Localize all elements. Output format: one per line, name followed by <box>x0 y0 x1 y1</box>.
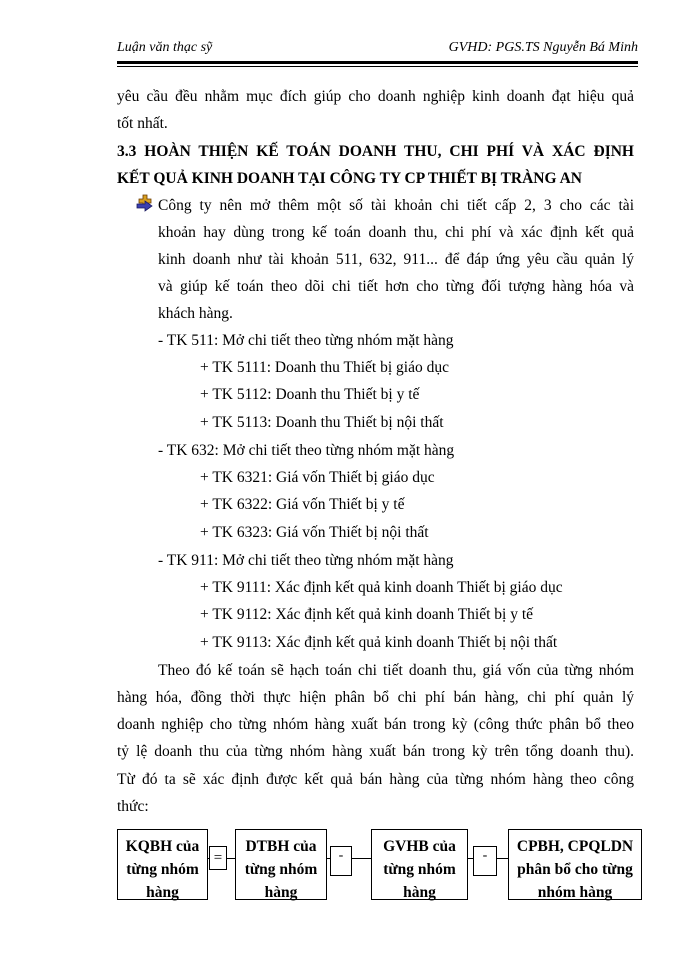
bullet-arrow-icon <box>135 193 155 213</box>
header-rule-thick <box>117 61 638 64</box>
account-item: + TK 9111: Xác định kết quả kinh doanh Thiết bị giáo dục <box>200 579 563 596</box>
intro-line: tốt nhất. <box>117 115 168 132</box>
bullet-text-line: và giúp kế toán theo dõi chi tiết hơn cho từng đối tượng hàng hóa và <box>158 278 634 295</box>
formula-box-gvhb <box>371 829 468 900</box>
account-item: + TK 9112: Xác định kết quả kinh doanh Thiết bị y tế <box>200 606 534 623</box>
formula-box-text: hàng <box>264 884 298 901</box>
formula-box-text: CPBH, CPQLDN <box>516 838 634 855</box>
formula-box-text: KQBH của <box>125 838 200 855</box>
account-item: + TK 5113: Doanh thu Thiết bị nội thất <box>200 414 444 431</box>
formula-box-text: từng nhóm <box>244 861 318 878</box>
account-item: + TK 5112: Doanh thu Thiết bị y tế <box>200 386 420 403</box>
bullet-text-line: khách hàng. <box>158 305 233 322</box>
account-item: + TK 6323: Giá vốn Thiết bị nội thất <box>200 524 429 541</box>
account-title: - TK 511: Mở chi tiết theo từng nhóm mặt hàng <box>158 332 454 349</box>
paragraph-line: tỷ lệ doanh thu của từng nhóm hàng xuất bán trong kỳ trên tổng doanh thu). <box>117 743 634 760</box>
paragraph-line: doanh nghiệp cho từng nhóm hàng xuất bán trong kỳ (công thức phân bổ theo <box>117 716 634 733</box>
account-item: + TK 6321: Giá vốn Thiết bị giáo dục <box>200 469 435 486</box>
minus-operator: - <box>473 846 497 876</box>
formula-box-text: hàng <box>403 884 436 901</box>
formula-box-text: DTBH của <box>245 838 317 855</box>
page-header <box>117 38 638 60</box>
account-title: - TK 632: Mở chi tiết theo từng nhóm mặt hàng <box>158 442 455 459</box>
formula-box-text: từng nhóm <box>126 861 199 878</box>
formula-box-dtbh <box>235 829 327 900</box>
section-title: KẾT QUẢ KINH DOANH TẠI CÔNG TY CP THIẾT BỊ TRÀNG AN <box>117 170 582 187</box>
account-item: + TK 6322: Giá vốn Thiết bị y tế <box>200 496 405 513</box>
formula-box-text: GVHB của <box>383 838 456 855</box>
formula-box-text: nhóm hàng <box>537 884 613 901</box>
paragraph-line: Theo đó kế toán sẽ hạch toán chi tiết doanh thu, giá vốn của từng nhóm <box>158 662 634 679</box>
bullet-text-line: Công ty nên mở thêm một số tài khoản chi tiết cấp 2, 3 cho các tài <box>158 197 634 214</box>
formula-box-kqbh <box>117 829 208 900</box>
formula-box-text: từng nhóm <box>383 861 456 878</box>
header-advisor-label: GVHD: PGS.TS Nguyễn Bá Minh <box>448 40 638 55</box>
account-item: + TK 5111: Doanh thu Thiết bị giáo dục <box>200 359 449 376</box>
paragraph-line: Từ đó ta sẽ xác định được kết quả bán hàng của từng nhóm hàng theo công <box>117 771 634 788</box>
paragraph-line: hàng hóa, đồng thời thực hiện phân bổ chi phí bán hàng, chi phí quản lý <box>117 689 634 706</box>
account-item: + TK 9113: Xác định kết quả kinh doanh Thiết bị nội thất <box>200 634 558 651</box>
formula-box-cpbh <box>508 829 642 900</box>
header-thesis-label: Luận văn thạc sỹ <box>117 40 213 55</box>
bullet-text-line: khoản hay dùng trong kế toán doanh thu, chi phí và xác định kết quả <box>158 224 634 241</box>
section-title: 3.3 HOÀN THIỆN KẾ TOÁN DOANH THU, CHI PHÍ VÀ XÁC ĐỊNH <box>117 143 634 160</box>
intro-line: yêu cầu đều nhằm mục đích giúp cho doanh nghiệp kinh doanh đạt hiệu quả <box>117 88 634 105</box>
equals-operator: = <box>209 846 227 870</box>
formula-box-text: hàng <box>146 884 179 901</box>
formula-box-text: phân bổ cho từng <box>517 861 633 878</box>
header-rule-thin <box>117 66 638 67</box>
account-title: - TK 911: Mở chi tiết theo từng nhóm mặt hàng <box>158 552 454 569</box>
minus-operator: - <box>330 846 352 876</box>
paragraph-line: thức: <box>117 798 149 815</box>
bullet-text-line: kinh doanh như tài khoản 511, 632, 911... để đáp ứng yêu cầu quản lý <box>158 251 634 268</box>
